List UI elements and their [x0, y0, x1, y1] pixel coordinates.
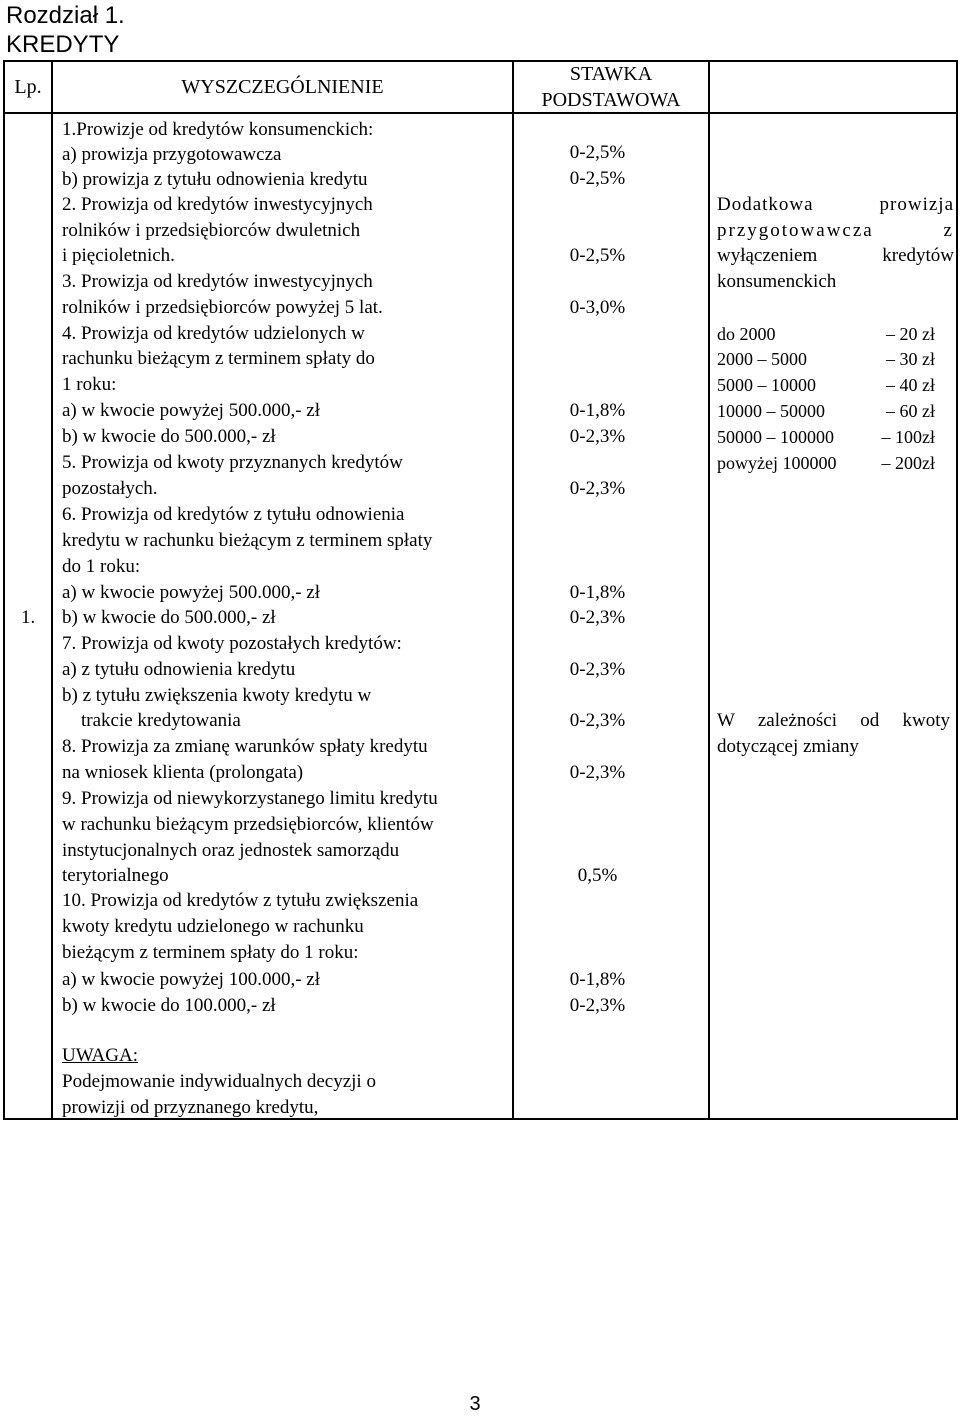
item-line: do 1 roku:	[62, 556, 141, 577]
rate-value: 0-2,3%	[569, 607, 626, 628]
item-line: 8. Prowizja za zmianę warunków spłaty kredytu	[62, 736, 428, 757]
fee-range: powyżej 100000	[717, 453, 837, 473]
fee-amount: – 200zł	[881, 453, 935, 473]
note-text: prowizji od przyznanego kredytu,	[62, 1097, 319, 1118]
item-line: 1.Prowizje od kredytów konsumenckich:	[62, 119, 374, 140]
note-label: UWAGA:	[62, 1045, 138, 1066]
fee-amount: – 100zł	[881, 427, 935, 447]
item-line: 9. Prowizja od niewykorzystanego limitu kredytu	[62, 788, 438, 809]
rate-value: 0-2,3%	[569, 426, 626, 447]
fee-range: 2000 – 5000	[717, 349, 807, 369]
rate-value: 0-1,8%	[569, 582, 626, 603]
item-line: rachunku bieżącym z terminem spłaty do	[62, 348, 375, 369]
item-line: rolników i przedsiębiorców dwuletnich	[62, 220, 361, 241]
header-lp: Lp.	[14, 76, 42, 98]
item-line: a) w kwocie powyżej 100.000,- zł	[62, 969, 321, 990]
fee-range: 5000 – 10000	[717, 375, 816, 395]
item-line: trakcie kredytowania	[62, 710, 241, 731]
rate-value: 0-2,3%	[569, 659, 626, 680]
item-line: 3. Prowizja od kredytów inwestycyjnych	[62, 271, 373, 292]
page-number: 3	[469, 1393, 481, 1415]
item-line: na wniosek klienta (prolongata)	[62, 762, 304, 783]
rate-value: 0-1,8%	[569, 969, 626, 990]
item-line: b) prowizja z tytułu odnowienia kredytu	[62, 169, 368, 190]
item-line: b) z tytułu zwiększenia kwoty kredytu w	[62, 685, 372, 706]
header-rate-line2: PODSTAWOWA	[541, 89, 681, 111]
item-line: pozostałych.	[62, 478, 158, 499]
section-subtitle: KREDYTY	[6, 31, 120, 58]
extra-fee-heading: wyłączeniem kredytów	[717, 245, 954, 266]
extra-fee-heading: przygotowawcza z	[717, 220, 954, 241]
note-text: Podejmowanie indywidualnych decyzji o	[62, 1071, 376, 1092]
rate-value: 0,5%	[577, 865, 618, 886]
rate-value: 0-2,3%	[569, 478, 626, 499]
fee-range: 50000 – 100000	[717, 427, 834, 447]
fee-amount: – 40 zł	[886, 375, 935, 395]
item-line: instytucjonalnych oraz jednostek samorządu	[62, 840, 400, 861]
fee-amount: – 60 zł	[886, 401, 935, 421]
column-divider-lp	[51, 60, 53, 1120]
table-left-border	[3, 60, 5, 1120]
item-line: a) w kwocie powyżej 500.000,- zł	[62, 582, 321, 603]
item-line: w rachunku bieżącym przedsiębiorców, klientów	[62, 814, 434, 835]
item-line: a) w kwocie powyżej 500.000,- zł	[62, 400, 321, 421]
header-rate-line1: STAWKA	[569, 63, 653, 85]
table-top-border	[3, 60, 958, 62]
table-header-border	[3, 112, 958, 114]
item-line: kredytu w rachunku bieżącym z terminem spłaty	[62, 530, 433, 551]
fee-amount: – 30 zł	[886, 349, 935, 369]
item-line: bieżącym z terminem spłaty do 1 roku:	[62, 942, 359, 963]
rate-value: 0-2,5%	[569, 168, 626, 189]
rate-value: 0-2,3%	[569, 995, 626, 1016]
rate-value: 0-2,5%	[569, 245, 626, 266]
rate-value: 0-3,0%	[569, 297, 626, 318]
item-line: b) w kwocie do 500.000,- zł	[62, 607, 276, 628]
lp-value: 1.	[21, 607, 36, 628]
item-line: a) prowizja przygotowawcza	[62, 144, 282, 165]
item-line: 10. Prowizja od kredytów z tytułu zwiększenia	[62, 890, 419, 911]
item-line: a) z tytułu odnowienia kredytu	[62, 659, 296, 680]
fee-range: do 2000	[717, 324, 776, 344]
item-line: rolników i przedsiębiorców powyżej 5 lat.	[62, 297, 383, 318]
item-line: terytorialnego	[62, 865, 169, 886]
item-line: b) w kwocie do 100.000,- zł	[62, 995, 276, 1016]
rate-value: 0-2,5%	[569, 142, 626, 163]
fee-range: 10000 – 50000	[717, 401, 825, 421]
item-line: 4. Prowizja od kredytów udzielonych w	[62, 323, 365, 344]
item-line: i pięcioletnich.	[62, 245, 175, 266]
item-line: 1 roku:	[62, 374, 117, 395]
item-line: 2. Prowizja od kredytów inwestycyjnych	[62, 194, 373, 215]
table-right-border	[956, 60, 958, 1120]
rate-value: 0-1,8%	[569, 400, 626, 421]
rate-value: 0-2,3%	[569, 762, 626, 783]
item-line: b) w kwocie do 500.000,- zł	[62, 426, 276, 447]
rate-value: 0-2,3%	[569, 710, 626, 731]
dependency-note: W zależności od kwoty	[717, 710, 950, 731]
item-line: 6. Prowizja od kredytów z tytułu odnowienia	[62, 504, 405, 525]
extra-fee-heading: konsumenckich	[717, 271, 837, 292]
item-line: 7. Prowizja od kwoty pozostałych kredytów:	[62, 633, 402, 654]
item-line: kwoty kredytu udzielonego w rachunku	[62, 916, 364, 937]
header-item: WYSZCZEGÓLNIENIE	[181, 76, 384, 98]
section-title: Rozdział 1.	[6, 2, 125, 29]
extra-fee-heading: Dodatkowa prowizja	[717, 194, 954, 215]
column-divider-rate	[708, 60, 710, 1120]
fee-amount: – 20 zł	[886, 324, 935, 344]
dependency-note: dotyczącej zmiany	[717, 736, 859, 757]
item-line: 5. Prowizja od kwoty przyznanych kredytów	[62, 452, 403, 473]
